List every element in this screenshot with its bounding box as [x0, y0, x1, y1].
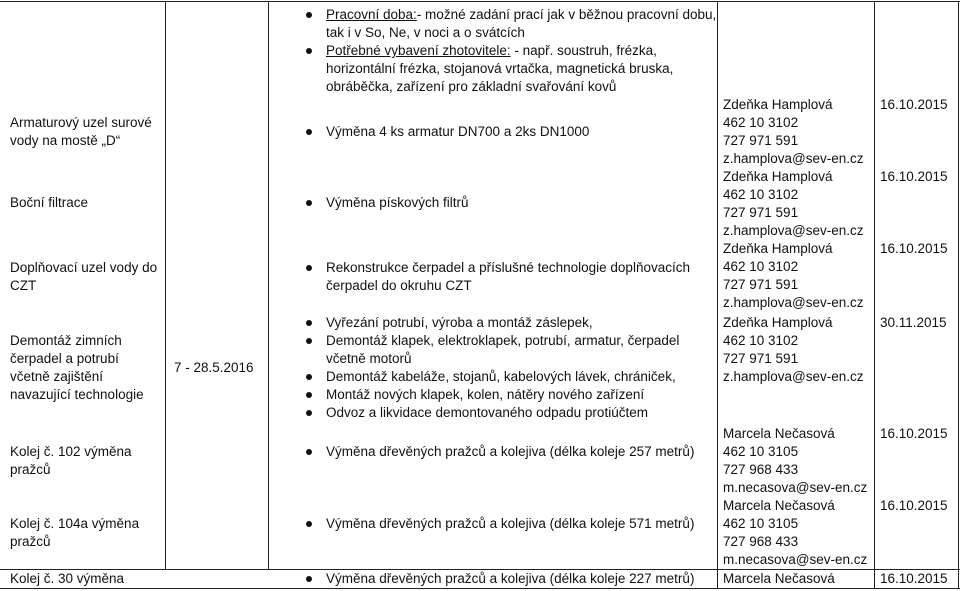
contact-phone: 462 10 3105 — [723, 516, 799, 531]
col-divider-date — [874, 1, 875, 588]
row-task-item: Odvoz a likvidace demontovaného odpadu protiúčtem — [326, 405, 648, 420]
pracovni-doba-line2: tak i v So, Ne, v noci a o svátcích — [326, 25, 525, 40]
row-task-item: Vyřezání potrubí, výroba a montáž záslepek, — [326, 315, 593, 330]
contact-email: z.hamplova@sev-en.cz — [723, 151, 864, 166]
contact-phone: 462 10 3105 — [723, 444, 799, 459]
contact-email: z.hamplova@sev-en.cz — [723, 223, 864, 238]
contact-name: Marcela Nečasová — [723, 571, 835, 586]
row-date: 16.10.2015 — [880, 97, 948, 112]
bullet-icon — [306, 48, 312, 54]
contact-email: m.necasova@sev-en.cz — [723, 480, 868, 495]
row-name: Armaturový uzel surové vody na mostě „D“ — [10, 115, 152, 148]
contact-email: z.hamplova@sev-en.cz — [723, 369, 864, 384]
bullet-icon — [306, 374, 312, 380]
contact-mobile: 727 971 591 — [723, 205, 799, 220]
contact-cell — [723, 240, 864, 312]
row-task: Výměna dřevěných pražců a kolejiva (délka koleje 571 metrů) — [326, 516, 695, 531]
contact-cell — [723, 96, 864, 168]
row-task-item: Montáž nových klapek, kolen, nátěry nového zařízení — [326, 387, 645, 402]
bullet-icon — [306, 338, 312, 344]
pracovni-doba-line1 — [326, 6, 716, 24]
bullet-icon — [306, 521, 312, 527]
bullet-icon — [306, 392, 312, 398]
row-date: 16.10.2015 — [880, 241, 948, 256]
row-name: Kolej č. 104a výměna pražců — [10, 516, 140, 549]
row-task-line1: Rekonstrukce čerpadel a příslušné technologie doplňovacích — [326, 260, 690, 275]
row-date: 16.10.2015 — [880, 426, 948, 441]
row-date: 16.10.2015 — [880, 169, 948, 184]
col-divider-term — [268, 1, 269, 569]
contact-phone: 462 10 3102 — [723, 333, 799, 348]
contact-name: Zdeňka Hamplová — [723, 241, 833, 256]
pracovni-doba-label: Pracovní doba: — [326, 7, 417, 22]
table-right-border — [958, 1, 959, 588]
vybaveni-line2: horizontální frézka, stojanová vrtačka, magnetická bruska, — [326, 61, 674, 76]
pracovni-doba-text: - možné zadání prací jak v běžnou pracovní dobu, — [416, 7, 717, 22]
contact-phone: 462 10 3102 — [723, 115, 799, 130]
contact-email: z.hamplova@sev-en.cz — [723, 295, 864, 310]
row-name: Demontáž zimních čerpadel a potrubí včetně zajištění navazující technologie — [10, 333, 144, 402]
contact-cell — [723, 497, 867, 569]
contact-name: Marcela Nečasová — [723, 498, 835, 513]
vybaveni-line3: obráběčka, zařízení pro základní svařování kovů — [326, 79, 617, 94]
contact-cell — [723, 168, 864, 240]
row-task: Výměna pískových filtrů — [326, 195, 469, 210]
contact-email: m.necasova@sev-en.cz — [723, 552, 868, 567]
vybaveni-label: Potřebné vybavení zhotovitele: — [326, 43, 511, 58]
table-top-border — [0, 1, 960, 2]
vybaveni-line1 — [326, 42, 657, 60]
row-task-item: Demontáž kabeláže, stojanů, kabelových lávek, chrániček, — [326, 369, 676, 384]
contact-cell — [723, 425, 867, 497]
bullet-icon — [306, 410, 312, 416]
contact-mobile: 727 968 433 — [723, 534, 799, 549]
contact-mobile: 727 971 591 — [723, 277, 799, 292]
table-bottom-border — [0, 588, 960, 589]
term-text: 7 - 28.5.2016 — [174, 360, 254, 375]
contact-mobile: 727 968 433 — [723, 462, 799, 477]
contact-mobile: 727 971 591 — [723, 351, 799, 366]
row-task: Výměna dřevěných pražců a kolejiva (délka koleje 227 metrů) — [326, 571, 695, 586]
contact-name: Zdeňka Hamplová — [723, 97, 833, 112]
bullet-icon — [306, 265, 312, 271]
row-task-item: včetně motorů — [326, 351, 412, 366]
contact-phone: 462 10 3102 — [723, 259, 799, 274]
bullet-icon — [306, 449, 312, 455]
contact-name: Marcela Nečasová — [723, 426, 835, 441]
row-task-line2: čerpadel do okruhu CZT — [326, 278, 472, 293]
row-date: 16.10.2015 — [880, 498, 948, 513]
contact-phone: 462 10 3102 — [723, 187, 799, 202]
row-name: Boční filtrace — [10, 195, 89, 210]
col-divider-contact — [717, 1, 718, 588]
bullet-icon — [306, 200, 312, 206]
col-divider-name — [165, 1, 166, 569]
contact-cell — [723, 314, 864, 386]
row-date: 30.11.2015 — [880, 315, 947, 330]
vybaveni-text: - např. soustruh, frézka, — [510, 43, 657, 58]
contact-name: Zdeňka Hamplová — [723, 315, 833, 330]
row-task: Výměna 4 ks armatur DN700 a 2ks DN1000 — [326, 124, 590, 139]
contact-mobile: 727 971 591 — [723, 133, 799, 148]
row-name: Kolej č. 102 výměna pražců — [10, 444, 132, 477]
row-task-item: Demontáž klapek, elektroklapek, potrubí, armatur, čerpadel — [326, 333, 680, 348]
bullet-icon — [306, 12, 312, 18]
bullet-icon — [306, 129, 312, 135]
row-task: Výměna dřevěných pražců a kolejiva (délka koleje 257 metrů) — [326, 444, 695, 459]
contact-name: Zdeňka Hamplová — [723, 169, 833, 184]
row-name: Kolej č. 30 výměna — [10, 571, 125, 586]
row-name: Doplňovací uzel vody do CZT — [10, 260, 158, 293]
row-date: 16.10.2015 — [880, 571, 948, 586]
bullet-icon — [306, 320, 312, 326]
bullet-icon — [306, 576, 312, 582]
